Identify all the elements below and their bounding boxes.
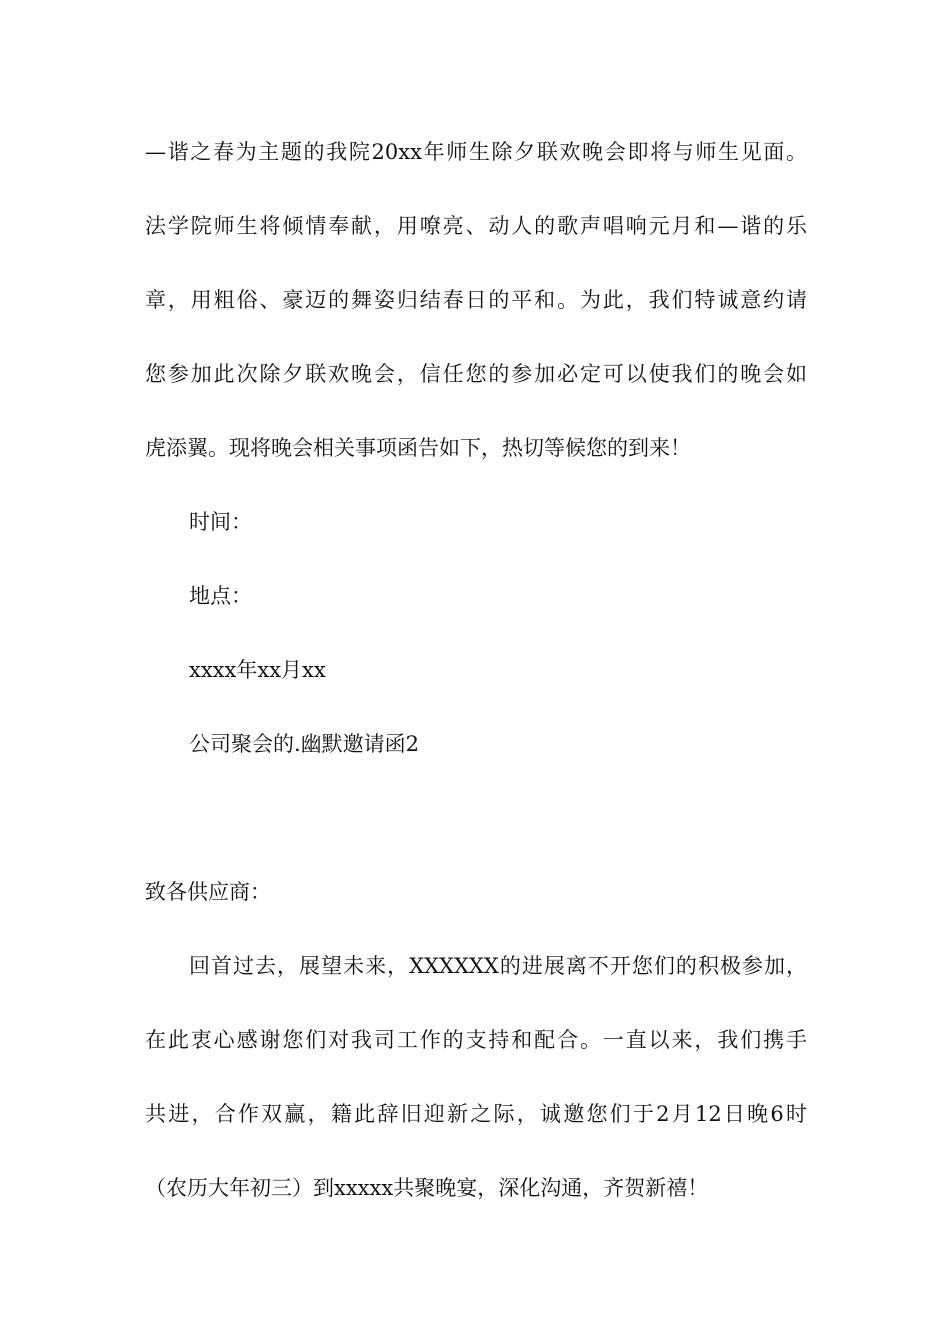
section-title: 公司聚会的.幽默邀请函2 (189, 732, 420, 756)
paragraph-2-line-2: 在此衷心感谢您们对我司工作的支持和配合。一直以来，我们携手 (145, 1028, 807, 1052)
blank-line (145, 793, 807, 867)
location-label: 地点： (189, 584, 252, 608)
date-line: xxxx年xx月xx (189, 658, 326, 682)
paragraph-2-line-4: （农历大年初三）到xxxxx共聚晚宴，深化沟通，齐贺新禧！ (145, 1176, 709, 1200)
time-label: 时间： (189, 510, 252, 534)
paragraph-1-line-5: 虎添翼。现将晚会相关事项函告如下，热切等候您的到来！ (145, 436, 691, 460)
paragraph-1-line-2: 法学院师生将倾情奉献，用嘹亮、动人的歌声唱响元月和—谐的乐 (145, 214, 807, 238)
salutation: 致各供应商： (145, 880, 271, 904)
document-body (145, 127, 807, 1237)
paragraph-1-line-4: 您参加此次除夕联欢晚会，信任您的参加必定可以使我们的晚会如 (145, 362, 807, 386)
paragraph-2-line-3: 共进，合作双赢，籍此辞旧迎新之际，诚邀您们于2月12日晚6时 (145, 1102, 807, 1126)
paragraph-1-line-1: —谐之春为主题的我院20xx年师生除夕联欢晚会即将与师生见面。 (145, 140, 807, 164)
paragraph-1-line-3: 章，用粗俗、豪迈的舞姿归结春日的平和。为此，我们特诚意约请 (145, 288, 807, 312)
paragraph-2-line-1: 回首过去，展望未来，XXXXXX的进展离不开您们的积极参加， (189, 954, 807, 978)
